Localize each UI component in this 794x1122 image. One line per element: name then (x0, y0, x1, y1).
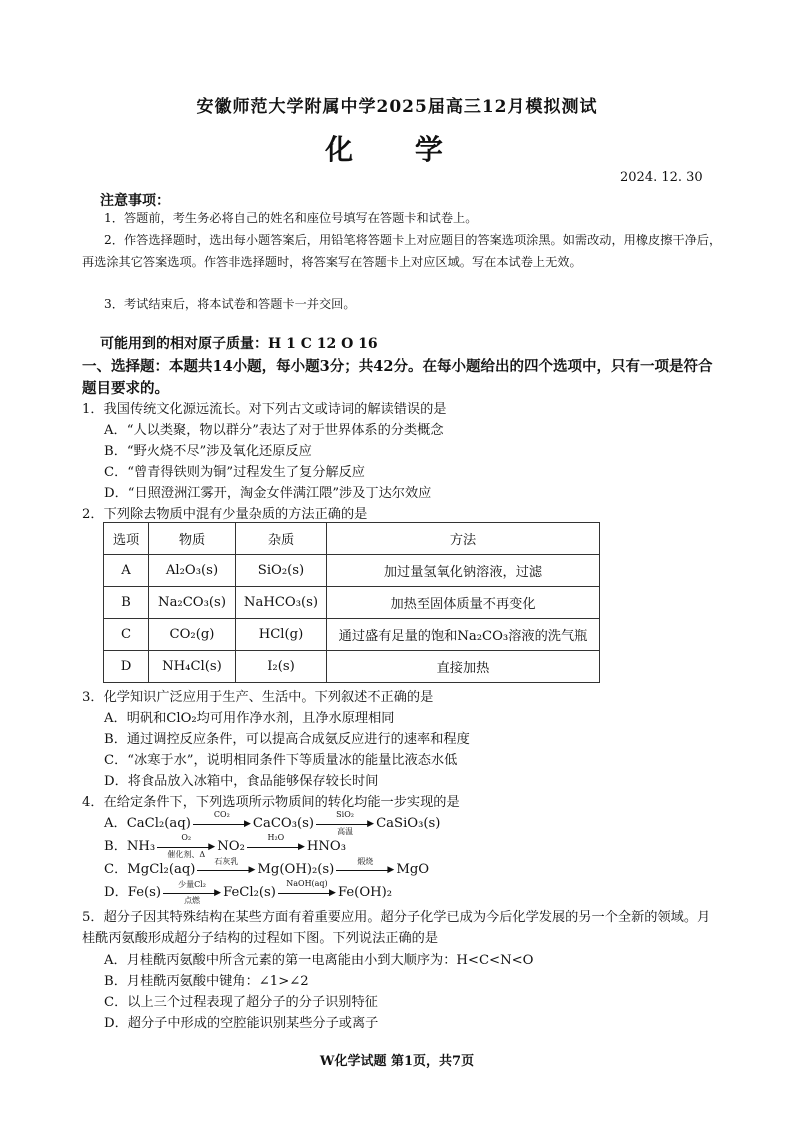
product: CaSiO₃(s) (376, 816, 441, 831)
option-c: C．“曾青得铁则为铜”过程发生了复分解反应 (104, 465, 365, 480)
product: HNO₃ (306, 839, 346, 854)
reaction-arrow: SiO₂ ▶ 高温 (316, 816, 374, 832)
intermediate: Mg(OH)₂(s) (257, 862, 335, 877)
table-cell: 直接加热 (327, 651, 600, 683)
reactant: NH₃ (126, 839, 156, 854)
table-cell: D (104, 651, 149, 683)
option-b (104, 832, 346, 859)
option-label: C． (104, 862, 128, 877)
option-d: D．超分子中形成的空腔能识别某些分子或离子 (104, 1016, 379, 1031)
table-cell: 加过量氢氧化钠溶液，过滤 (327, 555, 600, 587)
subject-title: 化 学 (325, 133, 469, 166)
question-stem: 4．在给定条件下，下列选项所示物质间的转化均能一步实现的是 (82, 795, 460, 810)
option-label: B． (104, 839, 127, 854)
option-a: A．“人以类聚，物以群分”表达了对于世界体系的分类概念 (104, 423, 444, 438)
table-cell: CO₂(g) (149, 619, 236, 651)
option-c (104, 858, 429, 878)
reaction-arrow: O₂ ▶ 催化剂、Δ (157, 839, 215, 855)
reactant: MgCl₂(aq) (127, 862, 196, 877)
product: Fe(OH)₂ (337, 885, 393, 900)
table-row (104, 555, 600, 587)
table-cell: Al₂O₃(s) (149, 555, 236, 587)
option-a (104, 809, 441, 836)
option-d (104, 878, 393, 905)
intermediate: FeCl₂(s) (223, 885, 276, 900)
condition-bottom: 高温 (337, 826, 354, 836)
option-label: D． (104, 885, 128, 900)
reaction-arrow: H₂O ▶ (247, 839, 305, 855)
option-c: C．以上三个过程表现了超分子的分子识别特征 (104, 995, 378, 1010)
atomic-mass-line: 可能用到的相对原子质量：H 1 C 12 O 16 (100, 336, 378, 352)
table-cell: C (104, 619, 149, 651)
condition-top: 少量Cl₂ (178, 879, 206, 889)
intermediate: CaCO₃(s) (252, 816, 315, 831)
reaction-arrow: 石灰乳 ▶ (197, 862, 255, 878)
table-cell: 加热至固体质量不再变化 (327, 587, 600, 619)
reaction-arrow: 煅烧 ▶ (336, 862, 394, 878)
notice-item: 2．作答选择题时，选出每小题答案后，用铅笔将答题卡上对应题目的答案选项涂黑。如需改动，用橡皮擦干净后，再选涂其它答案选项。作答非选择题时，将答案写在答题卡上对应区域。写在本试卷上无效。 (82, 233, 722, 269)
page-footer: W化学试题 第1页，共7页 (319, 1054, 475, 1069)
table-cell: SiO₂(s) (236, 555, 327, 587)
intermediate: NO₂ (217, 839, 245, 854)
option-b: B．通过调控反应条件，可以提高合成氨反应进行的速率和程度 (104, 732, 470, 747)
reactant: CaCl₂(aq) (126, 816, 191, 831)
option-d: D．将食品放入冰箱中，食品能够保存较长时间 (104, 774, 379, 789)
option-label: A． (104, 816, 127, 831)
table-cell: NH₄Cl(s) (149, 651, 236, 683)
reaction-arrow: 少量Cl₂ ▶ 点燃 (163, 885, 221, 901)
table-cell: B (104, 587, 149, 619)
condition-top: NaOH(aq) (286, 878, 328, 888)
table-cell: 通过盛有足量的饱和Na₂CO₃溶液的洗气瓶 (327, 619, 600, 651)
condition-bottom: 点燃 (184, 895, 201, 905)
option-a: A．月桂酰丙氨酸中所含元素的第一电离能由小到大顺序为：H<C<N<O (104, 953, 534, 968)
exam-date: 2024. 12. 30 (620, 170, 703, 185)
table-cell: Na₂CO₃(s) (149, 587, 236, 619)
table-header-row (104, 523, 600, 555)
table-cell: I₂(s) (236, 651, 327, 683)
notice-title: 注意事项： (100, 193, 170, 209)
table-row (104, 651, 600, 683)
table-header: 物质 (149, 523, 236, 555)
exam-title: 安徽师范大学附属中学2025届高三12月模拟测试 (196, 97, 598, 117)
notice-item: 1．答题前，考生务必将自己的姓名和座位号填写在答题卡和试卷上。 (104, 211, 478, 225)
condition-top: H₂O (267, 832, 285, 842)
question-stem: 5．超分子因其特殊结构在某些方面有着重要应用。超分子化学已成为今后化学发展的另一个全新的领域。月桂酰丙氨酸形成超分子结构的过程如下图。下列说法正确的是 (82, 910, 711, 946)
option-b: B．月桂酰丙氨酸中键角：∠1>∠2 (104, 974, 309, 989)
question-stem: 2．下列除去物质中混有少量杂质的方法正确的是 (82, 507, 368, 522)
condition-top: O₂ (181, 832, 192, 842)
table-cell: HCl(g) (236, 619, 327, 651)
table-row (104, 587, 600, 619)
condition-top: 煅烧 (357, 856, 374, 866)
option-a: A．明矾和ClO₂均可用作净水剂，且净水原理相同 (104, 711, 395, 726)
option-d: D．“日照澄洲江雾开，淘金女伴满江隈”涉及丁达尔效应 (104, 486, 432, 501)
table-row (104, 619, 600, 651)
condition-top: 石灰乳 (214, 856, 239, 866)
section-heading: 一、选择题：本题共14小题，每小题3分；共42分。在每小题给出的四个选项中，只有一项是符合题目要求的。 (82, 358, 713, 397)
condition-top: SiO₂ (336, 809, 354, 819)
condition-bottom: 催化剂、Δ (167, 849, 206, 859)
product: MgO (396, 862, 430, 877)
reaction-arrow: CO₂ ▶ (193, 816, 251, 832)
option-c: C．“冰寒于水”，说明相同条件下等质量冰的能量比液态水低 (104, 753, 458, 768)
condition-top: CO₂ (213, 809, 230, 819)
notice-item: 3．考试结束后，将本试卷和答题卡一并交回。 (104, 297, 356, 311)
table-header: 选项 (104, 523, 149, 555)
reaction-arrow: NaOH(aq) ▶ (278, 885, 336, 901)
table-header: 杂质 (236, 523, 327, 555)
question-stem: 1．我国传统文化源远流长。对下列古文或诗词的解读错误的是 (82, 402, 447, 417)
table-cell: NaHCO₃(s) (236, 587, 327, 619)
table-header: 方法 (327, 523, 600, 555)
purification-table (103, 522, 600, 683)
reactant: Fe(s) (127, 885, 162, 900)
question-stem: 3．化学知识广泛应用于生产、生活中。下列叙述不正确的是 (82, 690, 434, 705)
option-b: B．“野火烧不尽”涉及氧化还原反应 (104, 444, 312, 459)
table-cell: A (104, 555, 149, 587)
